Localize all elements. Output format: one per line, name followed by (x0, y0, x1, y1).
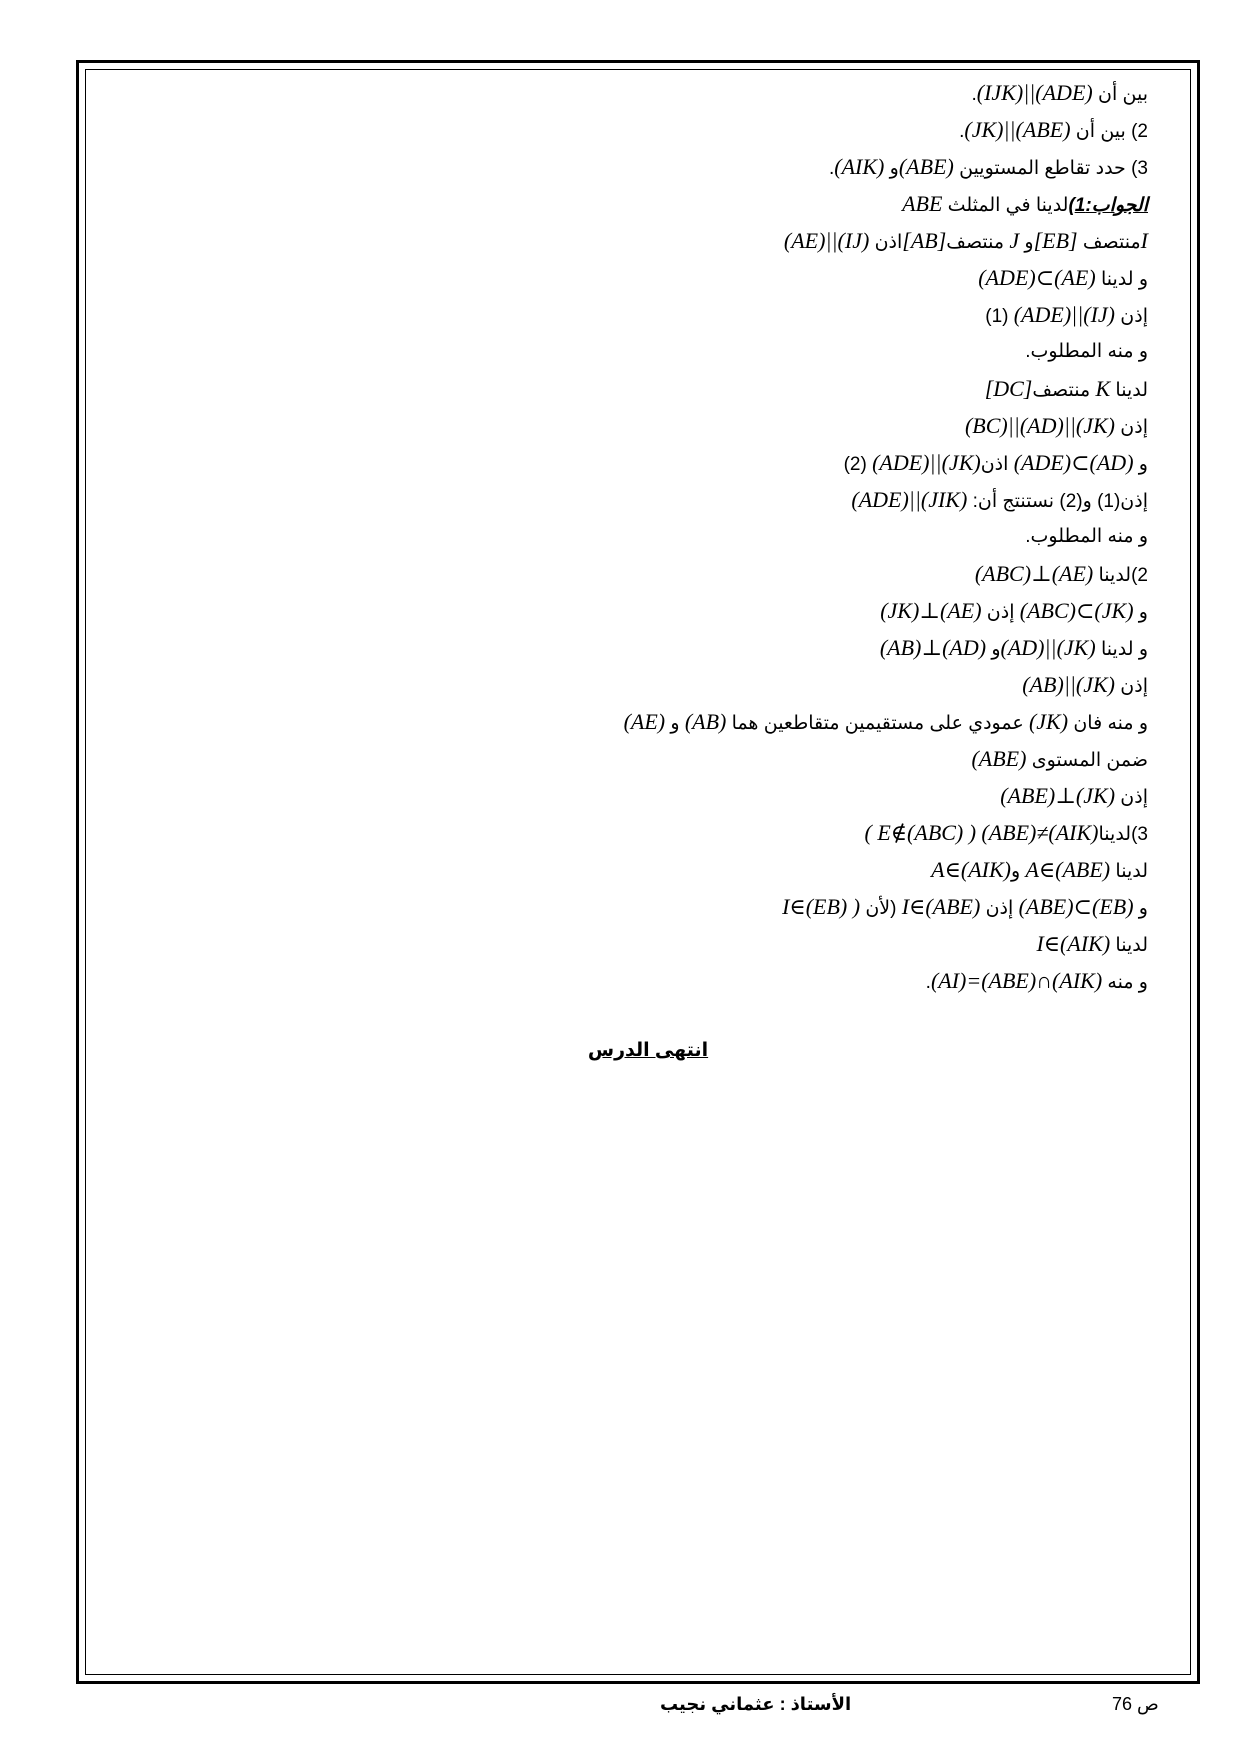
math-expression: (AIK) (834, 154, 885, 179)
end-of-lesson: انتهى الدرس (587, 1040, 709, 1061)
math-expression: A∈(AIK) (931, 857, 1011, 882)
text-line (148, 555, 1148, 592)
math-expression: [EB] (1033, 228, 1078, 253)
math-expression: [AB] (902, 228, 947, 253)
text-line (148, 740, 1148, 777)
text-run: (لأن (860, 898, 902, 919)
text-run: و (1133, 454, 1148, 475)
text-run: و (1010, 861, 1026, 882)
math-expression: (ABE)⊥(JK) (1000, 783, 1116, 808)
math-expression: (JK)⊥(AE) (880, 598, 982, 623)
text-run: 2) بين أن (1070, 121, 1148, 142)
text-run: منتصف (946, 232, 1010, 253)
math-expression: [DC] (984, 376, 1033, 401)
text-run: . (959, 121, 965, 142)
text-line (148, 629, 1148, 666)
text-line (148, 777, 1148, 814)
text-line (148, 888, 1148, 925)
math-expression: (JK) (1028, 709, 1069, 734)
text-run: إذن (981, 602, 1020, 623)
text-run: إذن(1) و(2) نستنتج أن: (967, 491, 1148, 512)
text-line (148, 666, 1148, 703)
math-expression: (ADE)⊂(AE) (978, 265, 1096, 290)
math-expression: (JK)||(ABE) (964, 117, 1071, 142)
text-run: و لدينا (1095, 639, 1148, 660)
text-line (148, 259, 1148, 296)
text-line (148, 333, 1148, 370)
text-line (148, 407, 1148, 444)
text-run: و (986, 639, 1001, 660)
text-run: و (1133, 898, 1148, 919)
math-expression: (ABC)⊥(AE) (974, 561, 1094, 586)
math-expression: I∈(ABE) (901, 894, 981, 919)
text-run: 3)لدينا (1098, 824, 1148, 845)
lesson-content (148, 74, 1148, 1062)
text-run: إذن (1115, 417, 1148, 438)
text-line (148, 370, 1148, 407)
math-expression: (BC)||(AD)||(JK) (964, 413, 1116, 438)
text-run: لدينا (1110, 861, 1148, 882)
text-line (148, 222, 1148, 259)
text-run: إذن (1115, 306, 1148, 327)
math-expression: A∈(ABE) (1025, 857, 1111, 882)
math-expression: (AE)||(IJ) (783, 228, 870, 253)
math-expression: (AI)=(ABE)∩(AIK) (930, 968, 1103, 993)
text-line (148, 518, 1148, 555)
text-run: لدينا (1110, 380, 1148, 401)
text-run: إذن (980, 898, 1019, 919)
text-run: و (665, 713, 685, 734)
text-line (148, 148, 1148, 185)
math-expression: (ADE)||(JIK) (851, 487, 968, 512)
text-line (148, 444, 1148, 481)
math-expression: (AD)||(JK) (1000, 635, 1096, 660)
text-run: 2)لدينا (1093, 565, 1148, 586)
text-run: و منه (1102, 972, 1148, 993)
solution-lines (148, 74, 1148, 999)
text-line (148, 592, 1148, 629)
answer-heading: الجواب:1) (1068, 195, 1148, 216)
text-run: و منه فان (1068, 713, 1148, 734)
math-expression: (ADE)⊂(AD) (1013, 450, 1134, 475)
text-run: اذن (869, 232, 903, 253)
text-run: و منه المطلوب. (1025, 341, 1148, 362)
math-expression: (AB)||(JK) (1022, 672, 1116, 697)
text-run: (1) (985, 306, 1014, 327)
text-run: منتصف (1077, 232, 1141, 253)
text-run: لدينا في المثلث (942, 195, 1069, 216)
text-run: و (1133, 602, 1148, 623)
text-run: و منه المطلوب. (1025, 526, 1148, 547)
text-line (148, 962, 1148, 999)
math-expression: (ABC)⊂(JK) (1019, 598, 1134, 623)
text-run: و (884, 158, 899, 179)
math-expression: (AE) (623, 709, 666, 734)
author-name: الأستاذ : عثماني نجيب (660, 1694, 852, 1714)
text-line (148, 814, 1148, 851)
text-run: اذن (980, 454, 1014, 475)
math-expression: I∈(EB) ) (782, 894, 861, 919)
text-run: عمودي على مستقيمين متقاطعين هما (726, 713, 1029, 734)
math-expression: (ABE)≠(AIK) (981, 820, 1099, 845)
text-run: و لدينا (1095, 269, 1148, 290)
text-run: و (1019, 232, 1034, 253)
math-expression: I∈(AIK) (1036, 931, 1111, 956)
text-line (148, 925, 1148, 962)
text-run: . (925, 972, 931, 993)
text-run: . (971, 84, 977, 105)
math-expression: ( E∉(ABC) ) (864, 820, 977, 845)
text-run: ضمن المستوى (1026, 750, 1148, 771)
text-line (148, 111, 1148, 148)
math-expression: (AB)⊥(AD) (879, 635, 987, 660)
math-expression: (IJK)||(ADE) (976, 80, 1093, 105)
math-expression: (ABE) (898, 154, 954, 179)
text-run: 3) حدد تقاطع المستويين (953, 158, 1148, 179)
text-run: بين أن (1092, 84, 1148, 105)
text-line (148, 703, 1148, 740)
math-expression: (ABE)⊂(EB) (1018, 894, 1134, 919)
math-expression: J (1009, 228, 1020, 253)
text-run: منتصف (1032, 380, 1096, 401)
math-expression: (ADE)||(JK) (872, 450, 981, 475)
math-expression: K (1095, 376, 1111, 401)
math-expression: ABE (902, 191, 943, 216)
text-run: (2) (843, 454, 873, 475)
text-line (148, 851, 1148, 888)
math-expression: (ADE)||(IJ) (1013, 302, 1116, 327)
text-run: إذن (1115, 787, 1148, 808)
text-line (148, 481, 1148, 518)
math-expression: I (1140, 228, 1148, 253)
text-run: إذن (1115, 676, 1148, 697)
text-line (148, 296, 1148, 333)
page-number: ص 76 (1112, 1694, 1159, 1714)
text-run: . (829, 158, 835, 179)
math-expression: (AB) (684, 709, 727, 734)
text-line (148, 74, 1148, 111)
math-expression: (ABE) (971, 746, 1027, 771)
text-line (148, 185, 1148, 222)
text-run: لدينا (1110, 935, 1148, 956)
